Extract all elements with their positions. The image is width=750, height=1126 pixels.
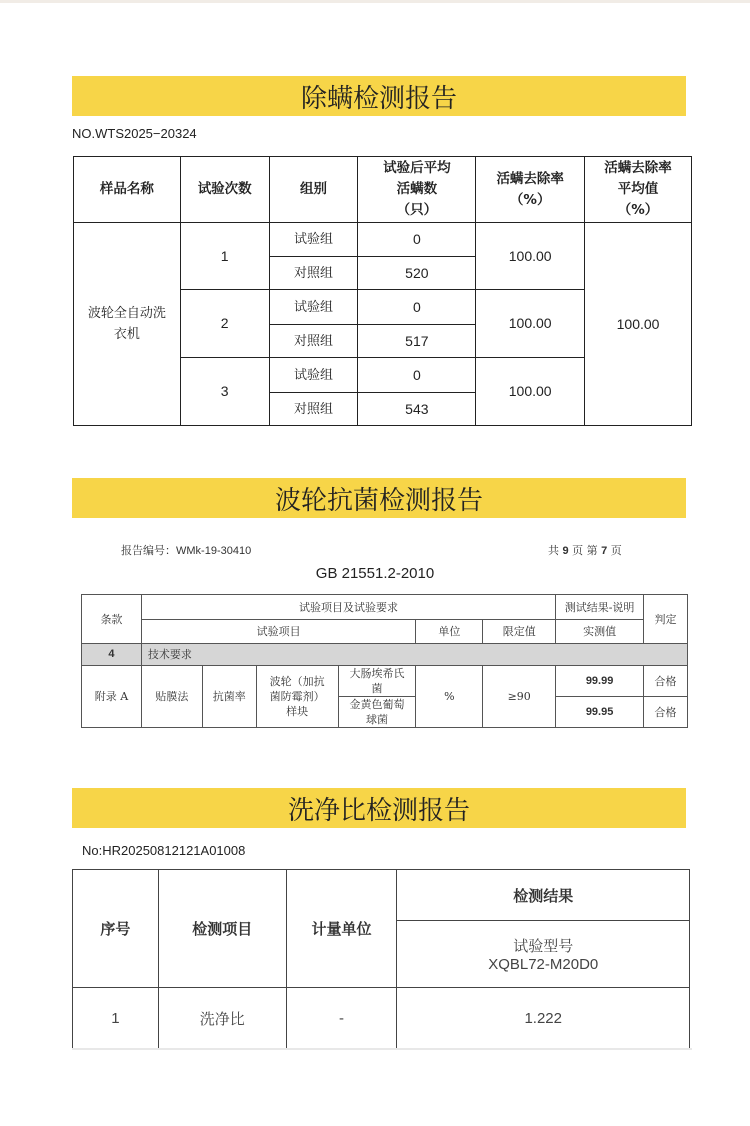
antibacterial-report-number: 报告编号：WMk-19-30410 [121,544,252,557]
group-label: 试验组 [269,290,358,325]
sample-name-cell: 波轮全自动洗 衣机 [74,223,181,426]
bacteria-name: 大肠埃希氏 菌 [338,666,416,697]
live-mite-count: 517 [358,325,476,358]
live-mite-count: 0 [358,358,476,393]
group-label: 对照组 [269,325,358,358]
header-removal-rate-average: 活螨去除率 平均值 （%） [585,157,692,223]
header-test-item: 试验项目 [141,620,416,644]
table-row [82,666,688,697]
unit-cell: - [286,988,397,1049]
table-header-row [74,157,692,223]
section-row [82,644,688,666]
group-label: 试验组 [269,358,358,393]
cleaning-ratio-report-title-banner [72,788,686,828]
antibacterial-report-table [81,594,688,728]
mite-report-title-banner [72,76,686,116]
header-measured: 实测值 [556,620,644,644]
live-mite-count: 520 [358,257,476,290]
header-verdict: 判定 [644,595,688,644]
cleaning-ratio-report-title: 洗净比检测报告 [287,795,470,826]
header-avg-live-mites: 试验后平均 活螨数 （只） [358,157,476,223]
header-group: 组别 [269,157,358,223]
appendix-cell: 附录 A [82,666,142,728]
section-number: 4 [82,644,142,666]
metric-cell: 抗菌率 [202,666,256,728]
header-seq: 序号 [73,870,159,988]
table-header-row [82,595,688,620]
run-number: 3 [180,358,269,426]
run-number: 1 [180,223,269,290]
seq-cell: 1 [73,988,159,1049]
removal-rate: 100.00 [476,290,585,358]
header-test-count: 试验次数 [180,157,269,223]
measured-value: 99.95 [556,697,644,728]
test-model-cell: 试验型号 XQBL72-M20D0 [397,921,690,988]
removal-rate-average: 100.00 [585,223,692,426]
header-unit: 计量单位 [286,870,397,988]
group-label: 对照组 [269,257,358,290]
measured-value: 99.99 [556,666,644,697]
group-label: 对照组 [269,393,358,426]
header-limit: 限定值 [483,620,556,644]
bacteria-name: 金黄色葡萄 球菌 [338,697,416,728]
scan-edge-shadow [72,1048,692,1050]
unit-cell: % [416,666,483,728]
cleaning-ratio-report-table [72,869,690,1049]
item-cell: 洗净比 [158,988,286,1049]
method-cell: 贴膜法 [141,666,202,728]
live-mite-count: 0 [358,290,476,325]
section-name: 技术要求 [141,644,687,666]
verdict-cell: 合格 [644,666,688,697]
header-test-result: 检测结果 [397,870,690,921]
page-info: 共 9 页 第 7 页 [548,544,622,557]
table-header-row [82,620,688,644]
live-mite-count: 0 [358,223,476,257]
header-clause: 条款 [82,595,142,644]
group-label: 试验组 [269,223,358,257]
cleaning-ratio-value: 1.222 [397,988,690,1049]
table-row [74,223,692,257]
mite-report-table [73,156,692,426]
header-unit: 单位 [416,620,483,644]
header-items-requirements: 试验项目及试验要求 [141,595,555,620]
antibacterial-report-title: 波轮抗菌检测报告 [274,485,483,516]
removal-rate: 100.00 [476,223,585,290]
removal-rate: 100.00 [476,358,585,426]
table-header-row [73,870,690,921]
table-row [73,988,690,1049]
verdict-cell: 合格 [644,697,688,728]
run-number: 2 [180,290,269,358]
header-test-result: 测试结果-说明 [556,595,644,620]
test-standard: GB 21551.2-2010 [315,565,435,582]
header-test-item: 检测项目 [158,870,286,988]
header-sample-name: 样品名称 [74,157,181,223]
limit-cell: ≥90 [483,666,556,728]
top-divider [0,0,750,3]
cleaning-ratio-report-number: No:HR20250812121A01008 [82,843,246,858]
sample-cell: 波轮（加抗 菌防霉剂） 样块 [256,666,338,728]
header-removal-rate: 活螨去除率 （%） [476,157,585,223]
live-mite-count: 543 [358,393,476,426]
mite-report-number: NO.WTS2025−20324 [72,126,197,141]
mite-report-title: 除螨检测报告 [300,83,457,114]
antibacterial-report-title-banner [72,478,686,518]
